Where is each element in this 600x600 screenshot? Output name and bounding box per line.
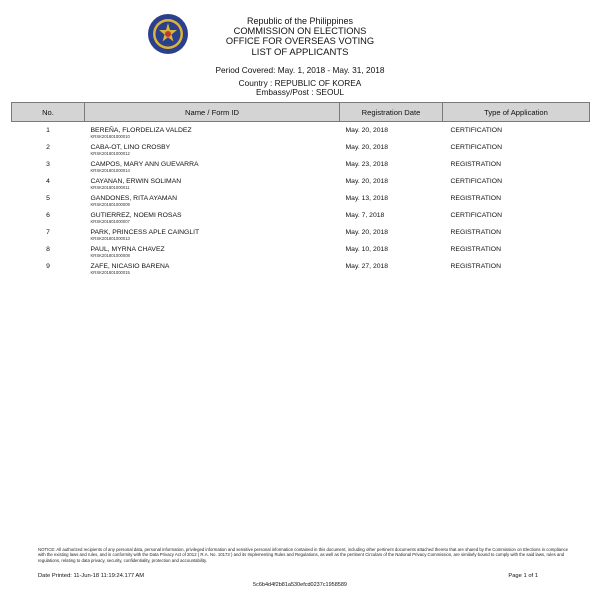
form-id: KRSK201801000012	[90, 151, 130, 156]
applicant-name: GUTIERREZ, NOEMI ROSAS	[90, 212, 182, 219]
applicant-name: CAMPOS, MARY ANN GUEVARRA	[90, 161, 199, 168]
table-row	[12, 190, 590, 207]
applicant-name: ZAFE, NICASIO BARENA	[90, 263, 170, 270]
privacy-notice: NOTICE: All authorized recipients of any personal data, personal information, privileged information and sensitive personal information contained in this document, including other pertinent documents attached thereto that are shared by the Commission on Elections in compliance with the existing laws and rules, and in conformity with the Data Privacy Act of 2012 ( R.A. No. 10173 ) and its Implementing Rules and Regulations, as well as the pertinent Circulars of the National Privacy Commission, are similarly bound to comply with the said laws, rules and regulations, relating to data privacy, security, confidentiality, protection and accountability.	[38, 547, 569, 563]
form-id: KRSK201801000013	[90, 236, 130, 241]
table-row	[12, 139, 590, 156]
table-row	[12, 224, 590, 241]
form-id: KRSK201801000007	[90, 219, 130, 224]
office-label: OFFICE FOR OVERSEAS VOTING	[225, 36, 375, 46]
registration-date: May. 13, 2018	[345, 195, 389, 202]
col-header-date: Registration Date	[340, 103, 443, 122]
table-row	[12, 173, 590, 190]
applicant-name: BEREÑA, FLORDELIZA VALDEZ	[90, 127, 192, 134]
period-covered: Period Covered: May. 1, 2018 - May. 31, 2018	[215, 65, 385, 75]
document-hash: 5c6b4d4f2b81a530efcd0237c1958589	[253, 582, 347, 588]
commission-label: COMMISSION ON ELECTIONS	[233, 26, 367, 36]
applicant-cell	[85, 156, 340, 173]
applicant-cell	[85, 122, 340, 140]
page-number: Page 1 of 1	[508, 573, 538, 579]
row-number: 9	[46, 263, 50, 270]
row-number: 1	[46, 127, 50, 134]
application-type: REGISTRATION	[450, 229, 501, 236]
form-id: KRSK201801000009	[90, 202, 130, 207]
table-row	[12, 258, 590, 275]
applicant-name: PAUL, MYRNA CHAVEZ	[90, 246, 165, 253]
date-printed: Date Printed: 11-Jun-18 11:19:24.177 AM	[38, 573, 145, 579]
application-type: CERTIFICATION	[450, 144, 502, 151]
registration-date: May. 20, 2018	[345, 127, 389, 134]
applicant-cell	[85, 173, 340, 190]
form-id: KRSK201801000015	[90, 270, 130, 275]
page-title: LIST OF APPLICANTS	[251, 47, 349, 58]
country-label: Country : REPUBLIC OF KOREA	[238, 78, 362, 88]
form-id: KRSK201801000008	[90, 253, 130, 258]
row-number: 4	[46, 178, 50, 185]
applicants-table	[11, 102, 590, 275]
application-type: CERTIFICATION	[450, 178, 502, 185]
col-header-name: Name / Form ID	[85, 103, 340, 122]
applicant-cell	[85, 258, 340, 275]
col-header-no: No.	[12, 103, 85, 122]
row-number: 5	[46, 195, 50, 202]
application-type: REGISTRATION	[450, 195, 501, 202]
application-type: CERTIFICATION	[450, 212, 502, 219]
application-type: REGISTRATION	[450, 246, 501, 253]
table-row	[12, 207, 590, 224]
registration-date: May. 27, 2018	[345, 263, 389, 270]
col-header-type: Type of Application	[443, 103, 590, 122]
form-id: KRSK201801000014	[90, 168, 130, 173]
applicant-name: GANDONES, RITA AYAMAN	[90, 195, 177, 202]
applicant-name: CAYANAN, ERWIN SOLIMAN	[90, 178, 182, 185]
row-number: 6	[46, 212, 50, 219]
application-type: REGISTRATION	[450, 263, 501, 270]
row-number: 2	[46, 144, 50, 151]
applicant-cell	[85, 224, 340, 241]
registration-date: May. 23, 2018	[345, 161, 389, 168]
applicant-name: CABA-OT, LINO CROSBY	[90, 144, 171, 151]
table-row	[12, 122, 590, 140]
application-type: REGISTRATION	[450, 161, 501, 168]
registration-date: May. 20, 2018	[345, 144, 389, 151]
applicant-cell	[85, 139, 340, 156]
registration-date: May. 10, 2018	[345, 246, 389, 253]
row-number: 7	[46, 229, 50, 236]
registration-date: May. 20, 2018	[345, 178, 389, 185]
applicant-cell	[85, 241, 340, 258]
applicant-name: PARK, PRINCESS APLE CAINGLIT	[90, 229, 200, 236]
table-header-row	[12, 103, 590, 122]
table-row	[12, 241, 590, 258]
registration-date: May. 20, 2018	[345, 229, 389, 236]
applicant-cell	[85, 190, 340, 207]
registration-date: May. 7, 2018	[345, 212, 385, 219]
row-number: 3	[46, 161, 50, 168]
embassy-label: Embassy/Post : SEOUL	[255, 87, 345, 97]
row-number: 8	[46, 246, 50, 253]
form-id: KRSK201801000011	[90, 185, 130, 190]
applicant-cell	[85, 207, 340, 224]
form-id: KRSK201801000010	[90, 134, 130, 139]
application-type: CERTIFICATION	[450, 127, 502, 134]
table-row	[12, 156, 590, 173]
republic-label: Republic of the Philippines	[246, 16, 354, 26]
